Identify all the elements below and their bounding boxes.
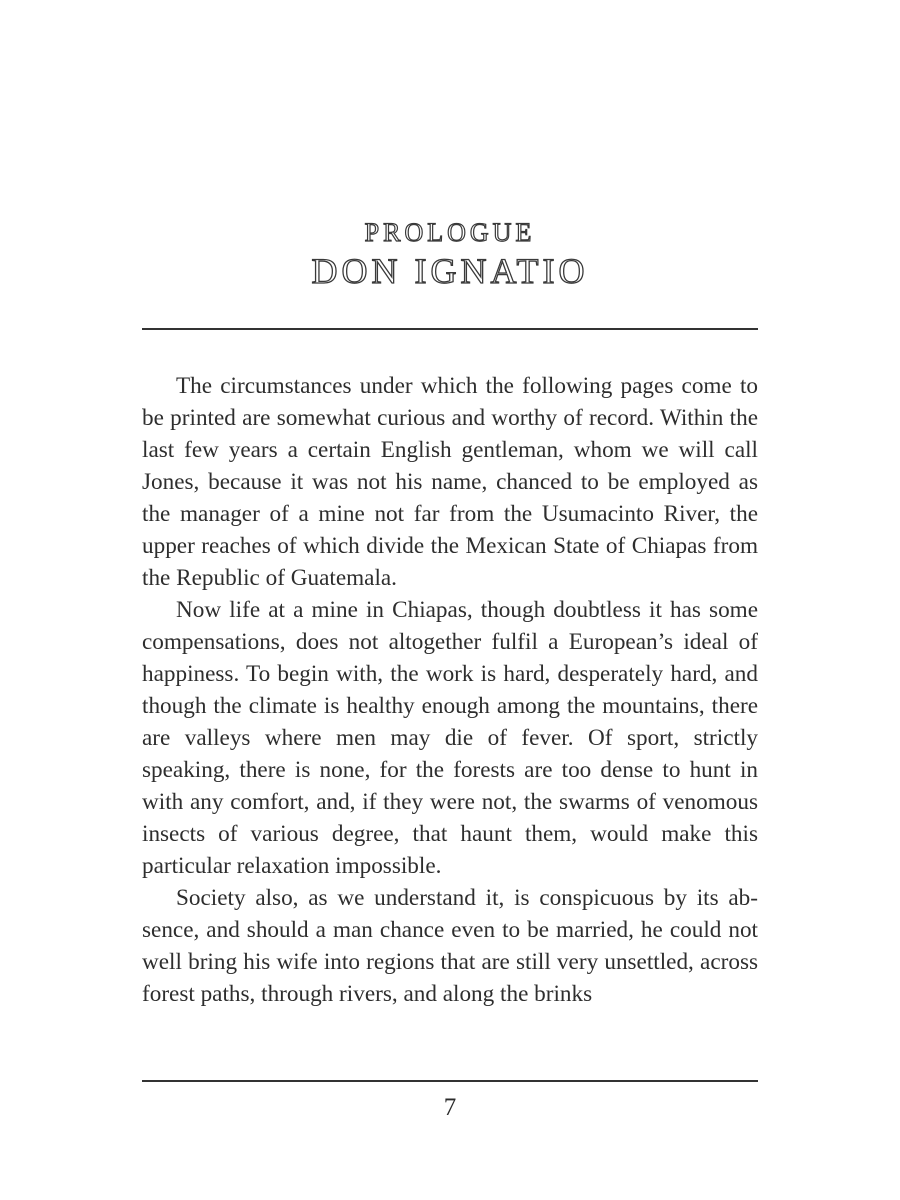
paragraph-1: The circumstances under which the following pages come to be printed are somewhat curious and worthy of record. Within the last few years a certain English gentleman, whom we will call Jones, because it was not his name, chanced to be employed as the manager of a mine not far from the Usumacinto River, the upper reaches of which divide the Mexican State of Chiapas from the Republic of Guatemala.: [142, 373, 758, 591]
body-text: [142, 370, 758, 1010]
paragraph-3: Society also, as we understand it, is conspicuous by its absence, and should a man chance even to be married, he could not well bring his wife into regions that are still very unsettled, across forest paths, through rivers, and along the brinks: [142, 885, 758, 1007]
chapter-title: DON IGNATIO: [311, 251, 589, 291]
section-label: PROLOGUE: [364, 218, 536, 247]
top-divider: [142, 328, 758, 330]
bottom-divider: [142, 1080, 758, 1082]
page-number: 7: [443, 1094, 457, 1121]
paragraph-2: Now life at a mine in Chiapas, though doubtless it has some compensations, does not altogether fulfil a European’s ideal of happiness. To begin with, the work is hard, desperately hard, and though the climate is healthy enough among the mountains, there are valleys where men may die of fever. Of sport, strictly speaking, there is none, for the forests are too dense to hunt in with any comfort, and, if they were not, the swarms of venomous insects of various degree, that haunt them, would make this particular relaxation impossible.: [142, 597, 758, 879]
